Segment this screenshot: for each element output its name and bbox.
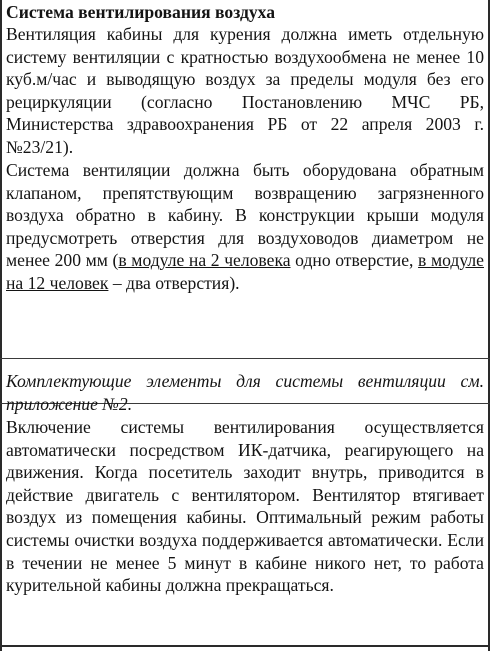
table-border-right (488, 0, 490, 651)
paragraph-text: одно отверстие, (290, 250, 419, 271)
paragraph-ventilation-requirements: Вентиляция кабины для курения должна иметь отдельную систему вентиляции с кратностью воздухообмена не менее 10 куб.м/час и выводящую воздух за пределы модуля без его рециркуляции (согласно Постановлению МЧС РБ, Министерства здравоохранения РБ от 22 апреля 2003 г. №23/21). (6, 24, 484, 157)
underlined-phrase-2-person: в модуле на 2 человека (118, 250, 291, 271)
table-border-left (0, 0, 2, 651)
underlined-phrase-12-person: в модуле на 12 человек (6, 250, 484, 293)
paragraph-check-valve (6, 159, 484, 295)
section-heading: Система вентилирования воздуха (6, 2, 276, 22)
table-border-bottom (0, 645, 490, 647)
paragraph-activation: Включение системы вентилирования осуществляется автоматически посредством ИК-датчика, реагирующего на движения. Когда посетитель заходит внутрь, приводится в действие двигатель с вентилятором. Вентилятор втягивает воздух из помещения кабины. Оптимальный режим работы системы очистки воздуха поддерживается автоматически. Если в течении не менее 5 минут в кабине никого нет, то работа курительной кабины должна прекращаться. (6, 417, 484, 596)
paragraph-text: – два отверстия). (108, 272, 240, 293)
paragraph-text: Система вентиляции должна быть оборудована обратным клапаном, препятствующим возвращению загрязненного воздуха обратно в кабину. В конструкции крыши модуля предусмотреть отверстия для воздуховодов диаметром не менее 200 мм ( (6, 160, 484, 271)
section-divider (0, 358, 490, 359)
note-components-reference: Комплектующие элементы для системы вентиляции см. приложение №2. (6, 371, 484, 414)
